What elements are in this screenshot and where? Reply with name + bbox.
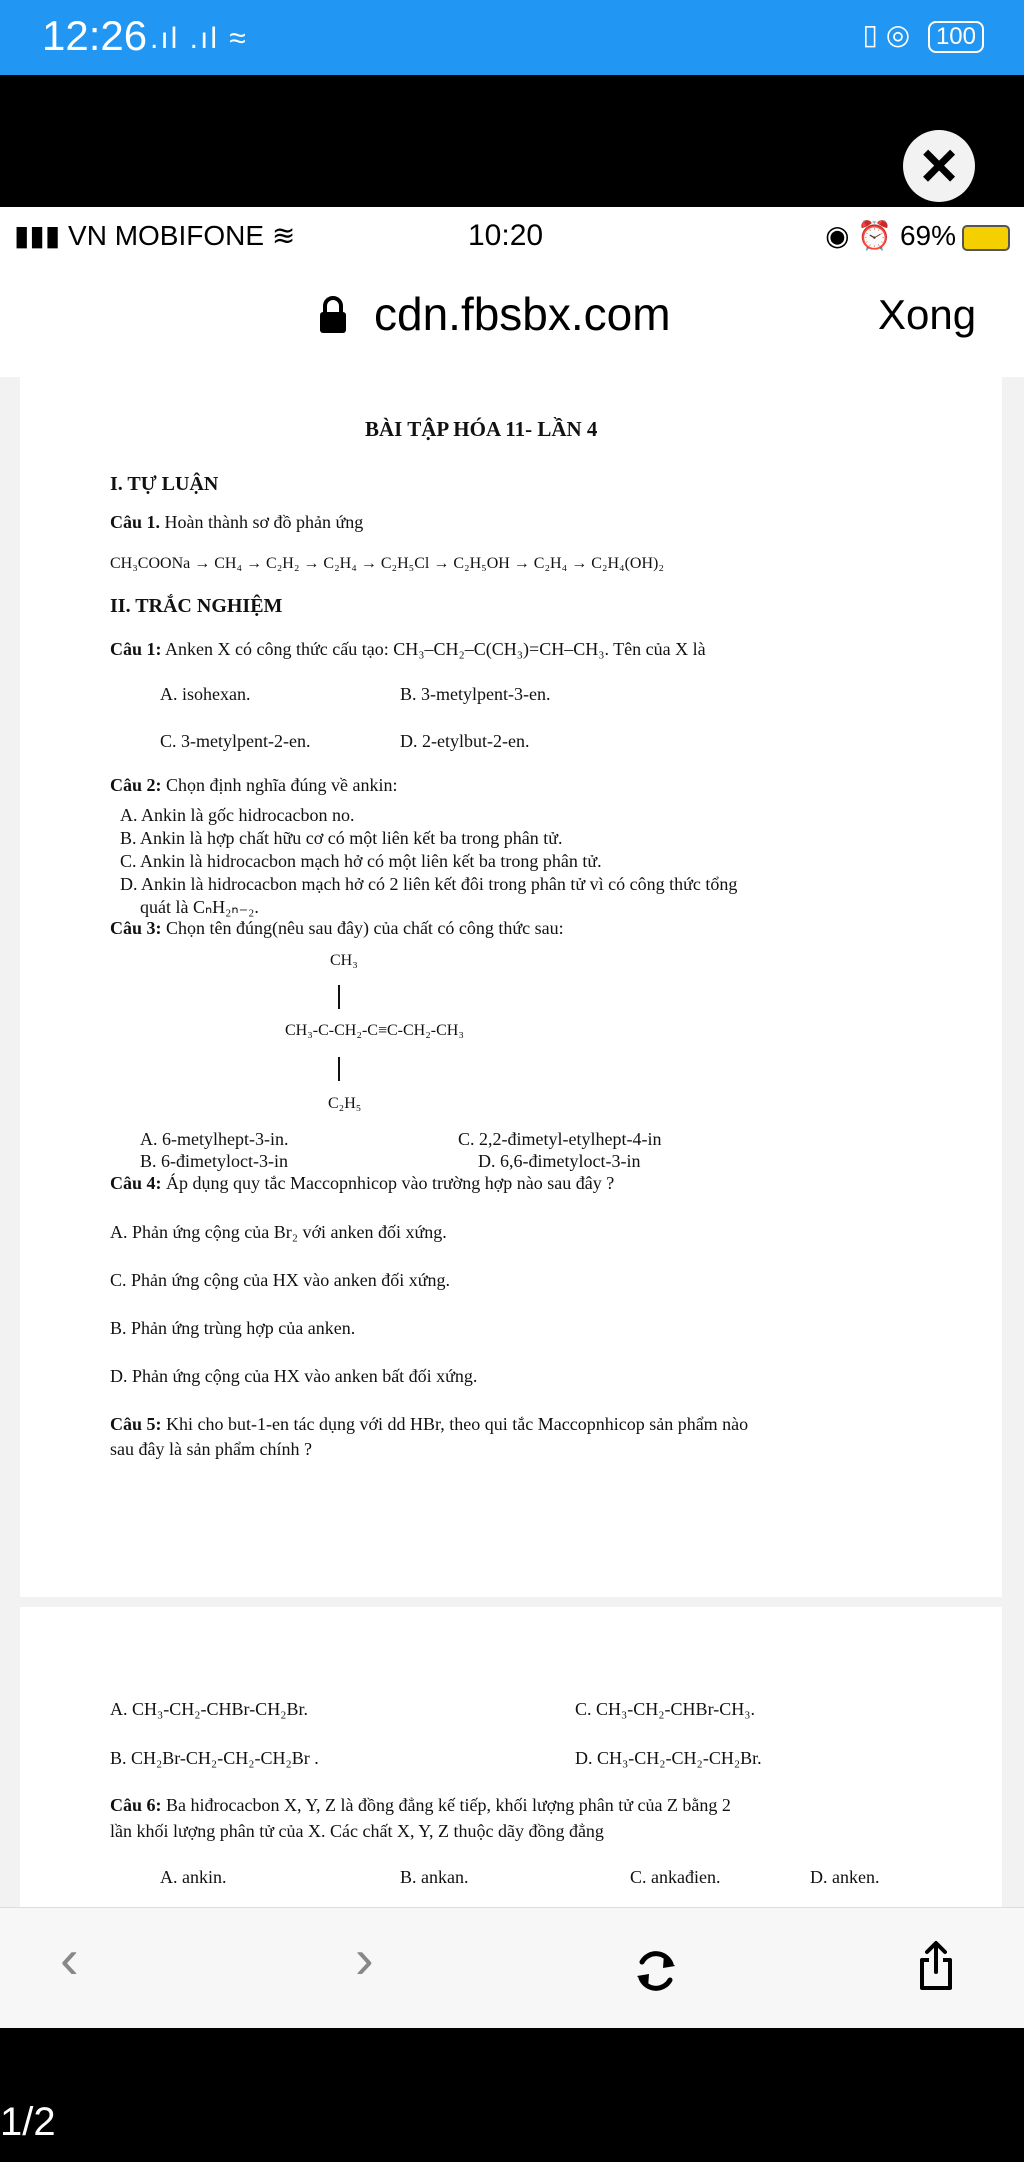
answer-option: D. 2-etylbut-2-en. — [400, 731, 530, 751]
done-button[interactable]: Xong — [878, 291, 977, 338]
answer-option: B. CH₂Br-CH₂-CH₂-CH₂Br . — [110, 1748, 319, 1768]
lock-icon — [318, 295, 348, 335]
url-text[interactable]: cdn.fbsbx.com — [374, 288, 671, 340]
question-mc-4: Câu 4: Áp dụng quy tắc Maccopnhicop vào trường hợp nào sau đây ? — [110, 1173, 615, 1193]
answer-option: A. 6-metylhept-3-in. — [140, 1129, 289, 1149]
answer-option: C. ankađien. — [630, 1867, 721, 1887]
formula-branch-top: CH₃ — [330, 952, 358, 969]
answer-option: B. ankan. — [400, 1867, 469, 1887]
bond-line — [338, 1057, 340, 1081]
answer-option-cont: quát là CₙH₂ₙ₋₂. — [140, 897, 259, 917]
answer-option: A. isohexan. — [160, 684, 251, 704]
question-mc-3: Câu 3: Chọn tên đúng(nêu sau đây) của chất có công thức sau: — [110, 918, 564, 938]
question-mc-5: Câu 5: Khi cho but-1-en tác dụng với dd HBr, theo qui tắc Maccopnhicop sản phẩm nào — [110, 1414, 749, 1434]
address-bar — [0, 267, 1024, 377]
forward-button[interactable] — [355, 1926, 374, 1991]
section-heading: II. TRẮC NGHIỆM — [110, 595, 283, 617]
wifi-icon: ≋ — [271, 220, 296, 251]
answer-option: A. Ankin là gốc hidrocacbon no. — [120, 805, 355, 825]
chevron-left-icon: ‹ — [60, 1927, 79, 1990]
ios-status-right: ◉ ⏰ 69% — [825, 219, 1010, 252]
answer-option: B. Ankin là hợp chất hữu cơ có một liên kết ba trong phân tử. — [120, 828, 563, 848]
answer-option: B. 3-metylpent-3-en. — [400, 684, 551, 704]
back-button[interactable] — [60, 1926, 79, 1991]
reload-icon[interactable] — [633, 1948, 679, 1994]
viewer-header — [0, 75, 1024, 207]
bond-line — [338, 985, 340, 1009]
device-status-bar — [0, 0, 1024, 75]
carrier-label: ▮▮▮ VN MOBIFONE ≋ — [14, 220, 296, 251]
answer-option: B. 6-đimetyloct-3-in — [140, 1151, 288, 1171]
signal-icon: .ıl .ıl ≈ — [150, 22, 248, 55]
document-page-2 — [20, 1607, 1002, 1937]
answer-option: C. CH₃-CH₂-CHBr-CH₃. — [575, 1699, 755, 1719]
answer-option: C. Phản ứng cộng của HX vào anken đối xứng. — [110, 1270, 450, 1290]
doc-title: BÀI TẬP HÓA 11- LẦN 4 — [365, 417, 598, 441]
answer-option: C. Ankin là hidrocacbon mạch hở có một liên kết ba trong phân tử. — [120, 851, 602, 871]
answer-option: D. Ankin là hidrocacbon mạch hở có 2 liên kết đôi trong phân tử vì có công thức tổng — [120, 874, 738, 894]
answer-option: C. 2,2-đimetyl-etylhept-4-in — [458, 1129, 662, 1149]
answer-option: A. ankin. — [160, 1867, 227, 1887]
answer-option: D. Phản ứng cộng của HX vào anken bất đối xứng. — [110, 1366, 478, 1386]
status-right — [863, 18, 984, 53]
alarm-icon: ◎ — [885, 19, 911, 50]
answer-option: D. 6,6-đimetyloct-3-in — [478, 1151, 641, 1171]
chevron-right-icon: › — [355, 1927, 374, 1990]
page-indicator: 1/2 — [0, 2100, 56, 2144]
question-mc-1: Câu 1: Anken X có công thức cấu tạo: CH₃–CH₂–C(CH₃)=CH–CH₃. Tên của X là — [110, 639, 706, 659]
ios-clock: 10:20 — [468, 219, 544, 252]
status-time: 12:26 — [42, 12, 148, 59]
question-mc-5-cont: sau đây là sản phẩm chính ? — [110, 1439, 312, 1459]
document-page-1 — [20, 377, 1002, 1597]
close-button[interactable] — [903, 130, 975, 202]
signal-bars-icon: ▮▮▮ — [14, 220, 69, 251]
answer-option: D. CH₃-CH₂-CH₂-CH₂Br. — [575, 1748, 762, 1768]
battery-icon — [962, 225, 1010, 251]
answer-option: A. CH₃-CH₂-CHBr-CH₂Br. — [110, 1699, 308, 1719]
question-mc-6-cont: lần khối lượng phân tử của X. Các chất X, Y, Z thuộc dãy đồng đẳng — [110, 1821, 604, 1841]
section-heading: I. TỰ LUẬN — [110, 473, 219, 495]
answer-option: D. anken. — [810, 1867, 880, 1887]
answer-option: C. 3-metylpent-2-en. — [160, 731, 311, 751]
question-mc-2: Câu 2: Chọn định nghĩa đúng về ankin: — [110, 775, 398, 795]
share-icon[interactable] — [918, 1940, 954, 1992]
close-icon: × — [920, 129, 958, 201]
answer-option: A. Phản ứng cộng của Br₂ với anken đối xứng. — [110, 1222, 447, 1242]
reaction-scheme: CH₃COONa → CH₄ → C₂H₂ → C₂H₄ → C₂H₅Cl → C₂H₅OH → C₂H₄ → C₂H₄(OH)₂ — [110, 555, 664, 572]
battery-icon: 100 — [928, 21, 984, 53]
lock-rotation-icon: ◉ — [825, 220, 850, 251]
question-1: Câu 1. Hoàn thành sơ đồ phản ứng — [110, 512, 364, 532]
vibrate-icon: ▯ — [862, 19, 878, 50]
formula-branch-bottom: C₂H₅ — [328, 1095, 362, 1112]
shared-screenshot — [0, 207, 1024, 2028]
formula-main-chain: CH₃-C-CH₂-C≡C-CH₂-CH₃ — [285, 1022, 464, 1039]
browser-toolbar — [0, 1907, 1024, 2028]
question-mc-6: Câu 6: Ba hiđrocacbon X, Y, Z là đồng đẳng kế tiếp, khối lượng phân tử của Z bằng 2 — [110, 1795, 731, 1815]
answer-option: B. Phản ứng trùng hợp của anken. — [110, 1318, 356, 1338]
alarm-icon: ⏰ — [857, 220, 893, 251]
ios-status-bar — [0, 207, 1024, 267]
